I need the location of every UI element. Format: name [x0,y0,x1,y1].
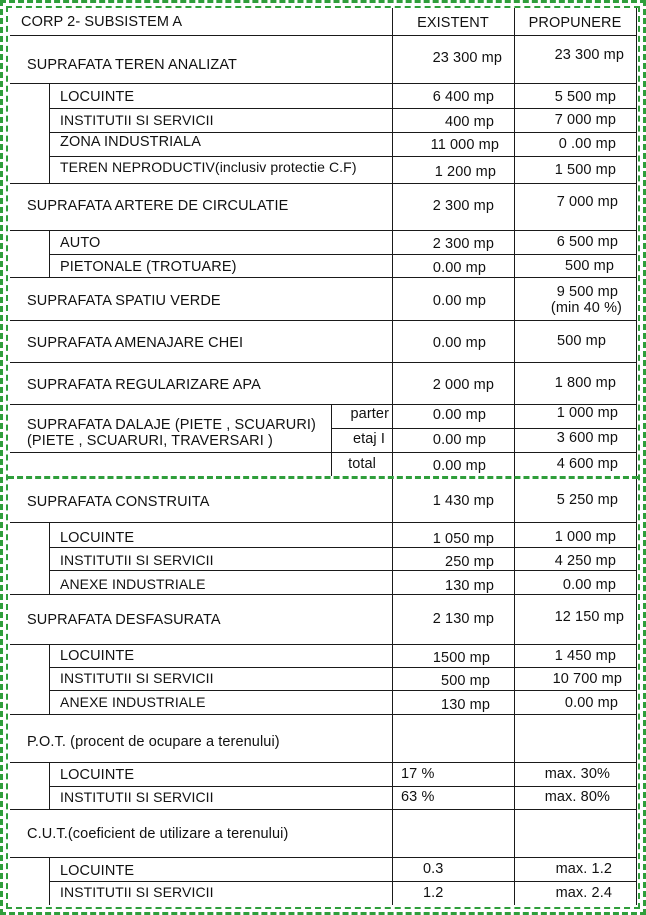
desfasurata-sub-label: ANEXE INDUSTRIALE [60,694,206,710]
row-desfasurata-propunere: 12 150 mp [554,609,624,625]
desfasurata-sub-propunere: 0.00 mp [564,695,618,711]
pot-sub-existent: 17 % [401,766,435,782]
col-header-propunere: PROPUNERE [528,15,622,31]
construita-sub-label: INSTITUTII SI SERVICII [60,552,214,568]
row-apa-existent: 2 000 mp [432,377,494,393]
row-pot-label: P.O.T. (procent de ocupare a terenului) [27,734,280,750]
row-verde-label: SUPRAFATA SPATIU VERDE [27,293,221,309]
row-artere-propunere: 7 000 mp [556,194,618,210]
row-verde-existent: 0.00 mp [432,293,486,309]
construita-sub-existent: 250 mp [445,554,494,570]
section-separator [8,476,638,479]
teren-sub-propunere: 1 500 mp [554,162,616,178]
row-teren-propunere: 23 300 mp [554,47,624,63]
pot-sub-propunere: max. 80% [544,789,610,805]
artere-sub-existent: 2 300 mp [432,236,494,252]
desfasurata-sub-existent: 130 mp [441,697,490,713]
dalaje-sub-propunere: 1 000 mp [556,405,618,421]
row-verde-propunere-2: (min 40 %) [550,300,622,316]
dalaje-sub-existent: 0.00 mp [432,432,486,448]
teren-sub-label: TEREN NEPRODUCTIV(inclusiv protectie C.F) [60,159,357,175]
cut-sub-label: INSTITUTII SI SERVICII [60,884,214,900]
dalaje-sub-propunere: 4 600 mp [556,456,618,472]
cut-sub-propunere: max. 2.4 [555,885,612,901]
pot-sub-existent: 63 % [401,789,435,805]
col-header-existent: EXISTENT [417,15,489,31]
construita-sub-label: LOCUINTE [60,530,135,546]
teren-sub-label: LOCUINTE [60,89,135,105]
construita-sub-propunere: 0.00 mp [562,577,616,593]
row-artere-label: SUPRAFATA ARTERE DE CIRCULATIE [27,198,289,214]
artere-sub-label: PIETONALE (TROTUARE) [60,259,237,275]
teren-sub-existent: 11 000 mp [430,137,499,153]
construita-sub-existent: 1 050 mp [432,531,494,547]
construita-sub-propunere: 4 250 mp [554,553,616,569]
desfasurata-sub-propunere: 10 700 mp [552,671,622,687]
artere-sub-label: AUTO [60,235,101,251]
cut-sub-existent: 1.2 [423,885,444,901]
row-chei-propunere: 500 mp [557,333,606,349]
desfasurata-sub-label: LOCUINTE [60,648,135,664]
desfasurata-sub-existent: 500 mp [441,673,490,689]
row-teren-existent: 23 300 mp [432,50,502,66]
teren-sub-propunere: 7 000 mp [554,112,616,128]
row-chei-label: SUPRAFATA AMENAJARE CHEI [27,335,244,351]
row-teren-label: SUPRAFATA TEREN ANALIZAT [27,57,238,73]
table-title: CORP 2- SUBSISTEM A [21,14,183,30]
row-apa-propunere: 1 800 mp [554,375,616,391]
dalaje-sub-existent: 0.00 mp [432,407,486,423]
teren-sub-propunere: 0 .00 mp [558,136,616,152]
row-desfasurata-label: SUPRAFATA DESFASURATA [27,612,221,628]
desfasurata-sub-existent: 1500 mp [432,650,490,666]
pot-sub-label: INSTITUTII SI SERVICII [60,789,214,805]
teren-sub-existent: 6 400 mp [432,89,494,105]
row-dalaje-label-2: (PIETE , SCUARURI, TRAVERSARI ) [27,433,273,449]
dalaje-sub-label: parter [350,406,389,422]
row-cut-label: C.U.T.(coeficient de utilizare a terenului) [27,826,289,842]
row-construita-existent: 1 430 mp [432,493,494,509]
row-construita-propunere: 5 250 mp [556,492,618,508]
teren-sub-label: INSTITUTII SI SERVICII [60,112,214,128]
artere-sub-existent: 0.00 mp [432,260,486,276]
cut-sub-existent: 0.3 [423,861,444,877]
pot-sub-label: LOCUINTE [60,767,135,783]
dalaje-sub-label: total [348,456,376,472]
row-artere-existent: 2 300 mp [432,198,494,214]
artere-sub-propunere: 500 mp [565,258,614,274]
pot-sub-propunere: max. 30% [544,766,610,782]
row-desfasurata-existent: 2 130 mp [432,611,494,627]
artere-sub-propunere: 6 500 mp [556,234,618,250]
teren-sub-propunere: 5 500 mp [554,89,616,105]
teren-sub-existent: 400 mp [445,114,494,130]
row-construita-label: SUPRAFATA CONSTRUITA [27,494,210,510]
dalaje-sub-propunere: 3 600 mp [556,430,618,446]
desfasurata-sub-propunere: 1 450 mp [554,648,616,664]
row-chei-existent: 0.00 mp [432,335,486,351]
desfasurata-sub-label: INSTITUTII SI SERVICII [60,670,214,686]
cut-sub-label: LOCUINTE [60,863,135,879]
construita-sub-label: ANEXE INDUSTRIALE [60,576,206,592]
dalaje-sub-existent: 0.00 mp [432,458,486,474]
row-dalaje-label-1: SUPRAFATA DALAJE (PIETE , SCUARURI) [27,417,316,433]
construita-sub-propunere: 1 000 mp [554,529,616,545]
row-apa-label: SUPRAFATA REGULARIZARE APA [27,377,261,393]
dalaje-sub-label: etaj I [352,431,385,447]
row-verde-propunere-1: 9 500 mp [556,284,618,300]
cut-sub-propunere: max. 1.2 [555,861,612,877]
construita-sub-existent: 130 mp [445,578,494,594]
teren-sub-existent: 1 200 mp [434,164,496,180]
teren-sub-label: ZONA INDUSTRIALA [60,134,201,150]
